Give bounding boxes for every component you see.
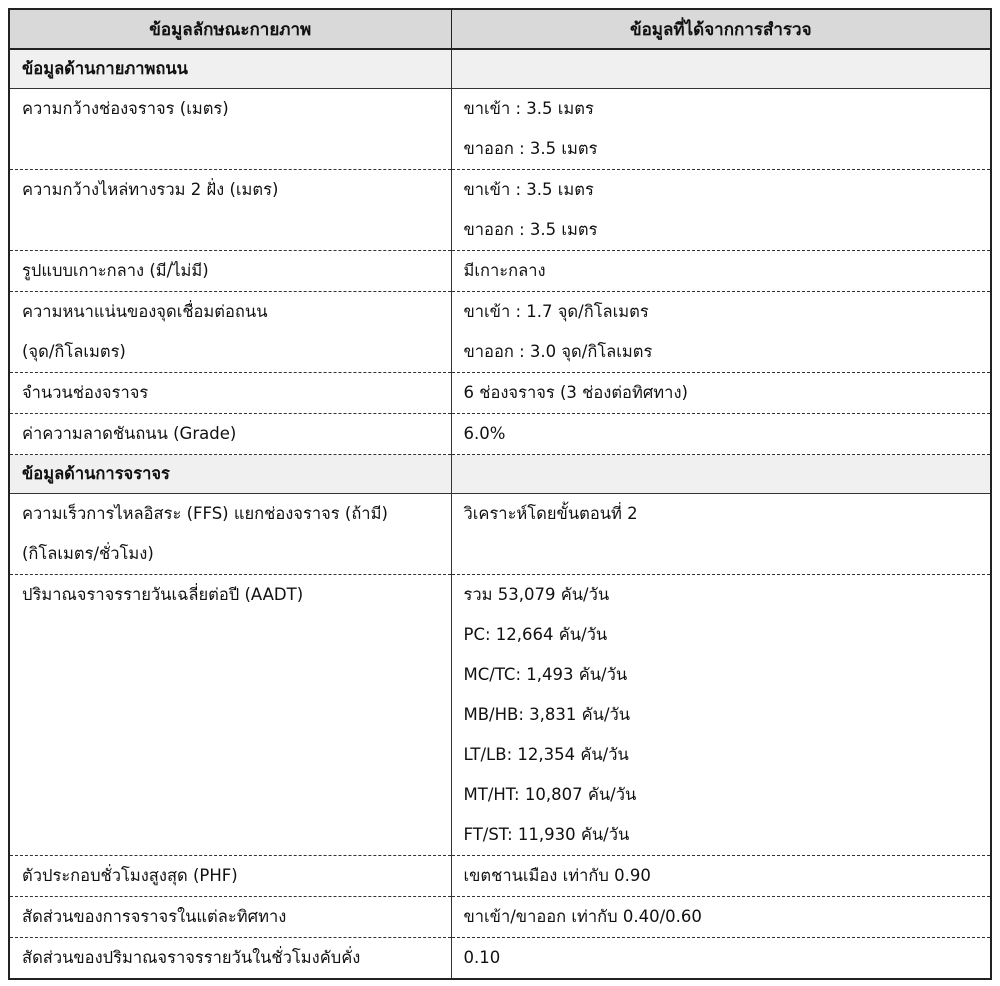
survey-value-cell [451, 455, 991, 494]
survey-value-cell [451, 494, 991, 575]
characteristic-text: ตัวประกอบชั่วโมงสูงสุด (PHF) [22, 866, 238, 885]
characteristic-cell [9, 494, 451, 575]
survey-value-text: PC: 12,664 คัน/วัน [463, 625, 608, 644]
survey-value-cell [451, 938, 991, 980]
survey-value-text: วิเคราะห์โดยขั้นตอนที่ 2 [463, 504, 638, 523]
table-row [9, 575, 991, 856]
characteristic-text: สัดส่วนของปริมาณจราจรรายวันในชั่วโมงคับคั่ง [22, 948, 361, 967]
survey-value-text: MT/HT: 10,807 คัน/วัน [463, 785, 637, 804]
survey-value-text: ขาออก : 3.0 จุด/กิโลเมตร [463, 342, 653, 361]
table-row [9, 89, 991, 170]
survey-value-cell [451, 49, 991, 89]
survey-value-text: ขาออก : 3.5 เมตร [463, 139, 598, 158]
characteristic-cell [9, 414, 451, 455]
survey-value-text: มีเกาะกลาง [463, 261, 546, 280]
survey-value-text: ขาเข้า : 3.5 เมตร [463, 180, 594, 199]
characteristic-text: สัดส่วนของการจราจรในแต่ละทิศทาง [22, 907, 287, 926]
characteristic-cell [9, 856, 451, 897]
survey-value-text: 0.10 [463, 948, 501, 967]
characteristic-cell [9, 49, 451, 89]
characteristic-text: ความกว้างช่องจราจร (เมตร) [22, 99, 229, 118]
characteristic-text: ข้อมูลด้านกายภาพถนน [22, 59, 188, 78]
characteristic-text: รูปแบบเกาะกลาง (มี/ไม่มี) [22, 261, 209, 280]
characteristic-text: จำนวนช่องจราจร [22, 383, 149, 402]
table-row [9, 856, 991, 897]
table-row [9, 170, 991, 251]
section-row [9, 49, 991, 89]
survey-value-text: 6 ช่องจราจร (3 ช่องต่อทิศทาง) [463, 383, 688, 402]
survey-value-text: เขตชานเมือง เท่ากับ 0.90 [463, 866, 651, 885]
table-row [9, 494, 991, 575]
characteristic-text: ความกว้างไหล่ทางรวม 2 ฝั่ง (เมตร) [22, 180, 279, 199]
survey-value-cell [451, 575, 991, 856]
characteristic-text: ข้อมูลด้านการจราจร [22, 464, 170, 483]
survey-value-cell [451, 373, 991, 414]
survey-value-text: ขาออก : 3.5 เมตร [463, 220, 598, 239]
survey-value-text: ขาเข้า/ขาออก เท่ากับ 0.40/0.60 [463, 907, 702, 926]
survey-value-cell [451, 251, 991, 292]
survey-value-text: รวม 53,079 คัน/วัน [463, 585, 610, 604]
table-body [9, 49, 991, 979]
characteristic-cell [9, 89, 451, 170]
characteristic-text: (กิโลเมตร/ชั่วโมง) [22, 544, 154, 563]
characteristic-cell [9, 897, 451, 938]
survey-value-cell [451, 89, 991, 170]
table-header-row [9, 9, 991, 49]
characteristic-cell [9, 575, 451, 856]
characteristic-cell [9, 170, 451, 251]
survey-value-text: LT/LB: 12,354 คัน/วัน [463, 745, 629, 764]
characteristic-cell [9, 373, 451, 414]
survey-value-text: MB/HB: 3,831 คัน/วัน [463, 705, 631, 724]
survey-value-text: FT/ST: 11,930 คัน/วัน [463, 825, 630, 844]
characteristic-cell [9, 455, 451, 494]
survey-value-cell [451, 897, 991, 938]
table-row [9, 897, 991, 938]
document-page [8, 8, 990, 980]
characteristic-cell [9, 938, 451, 980]
table-row [9, 373, 991, 414]
survey-data-table [8, 8, 992, 980]
header-survey-data: ข้อมูลที่ได้จากการสำรวจ [451, 9, 991, 49]
characteristic-cell [9, 292, 451, 373]
characteristic-text: ความเร็วการไหลอิสระ (FFS) แยกช่องจราจร (ถ้ามี) [22, 504, 388, 523]
survey-value-text: ขาเข้า : 3.5 เมตร [463, 99, 594, 118]
table-row [9, 292, 991, 373]
survey-value-text: ขาเข้า : 1.7 จุด/กิโลเมตร [463, 302, 649, 321]
survey-value-cell [451, 292, 991, 373]
table-row [9, 414, 991, 455]
survey-value-text: MC/TC: 1,493 คัน/วัน [463, 665, 628, 684]
characteristic-text: ค่าความลาดชันถนน (Grade) [22, 424, 237, 443]
characteristic-text: (จุด/กิโลเมตร) [22, 342, 126, 361]
table-row [9, 251, 991, 292]
characteristic-text: ความหนาแน่นของจุดเชื่อมต่อถนน [22, 302, 268, 321]
characteristic-text: ปริมาณจราจรรายวันเฉลี่ยต่อปี (AADT) [22, 585, 304, 604]
survey-value-cell [451, 414, 991, 455]
section-row [9, 455, 991, 494]
survey-value-cell [451, 170, 991, 251]
survey-value-text: 6.0% [463, 424, 506, 443]
table-row [9, 938, 991, 980]
survey-value-cell [451, 856, 991, 897]
header-physical-characteristics: ข้อมูลลักษณะกายภาพ [9, 9, 451, 49]
characteristic-cell [9, 251, 451, 292]
